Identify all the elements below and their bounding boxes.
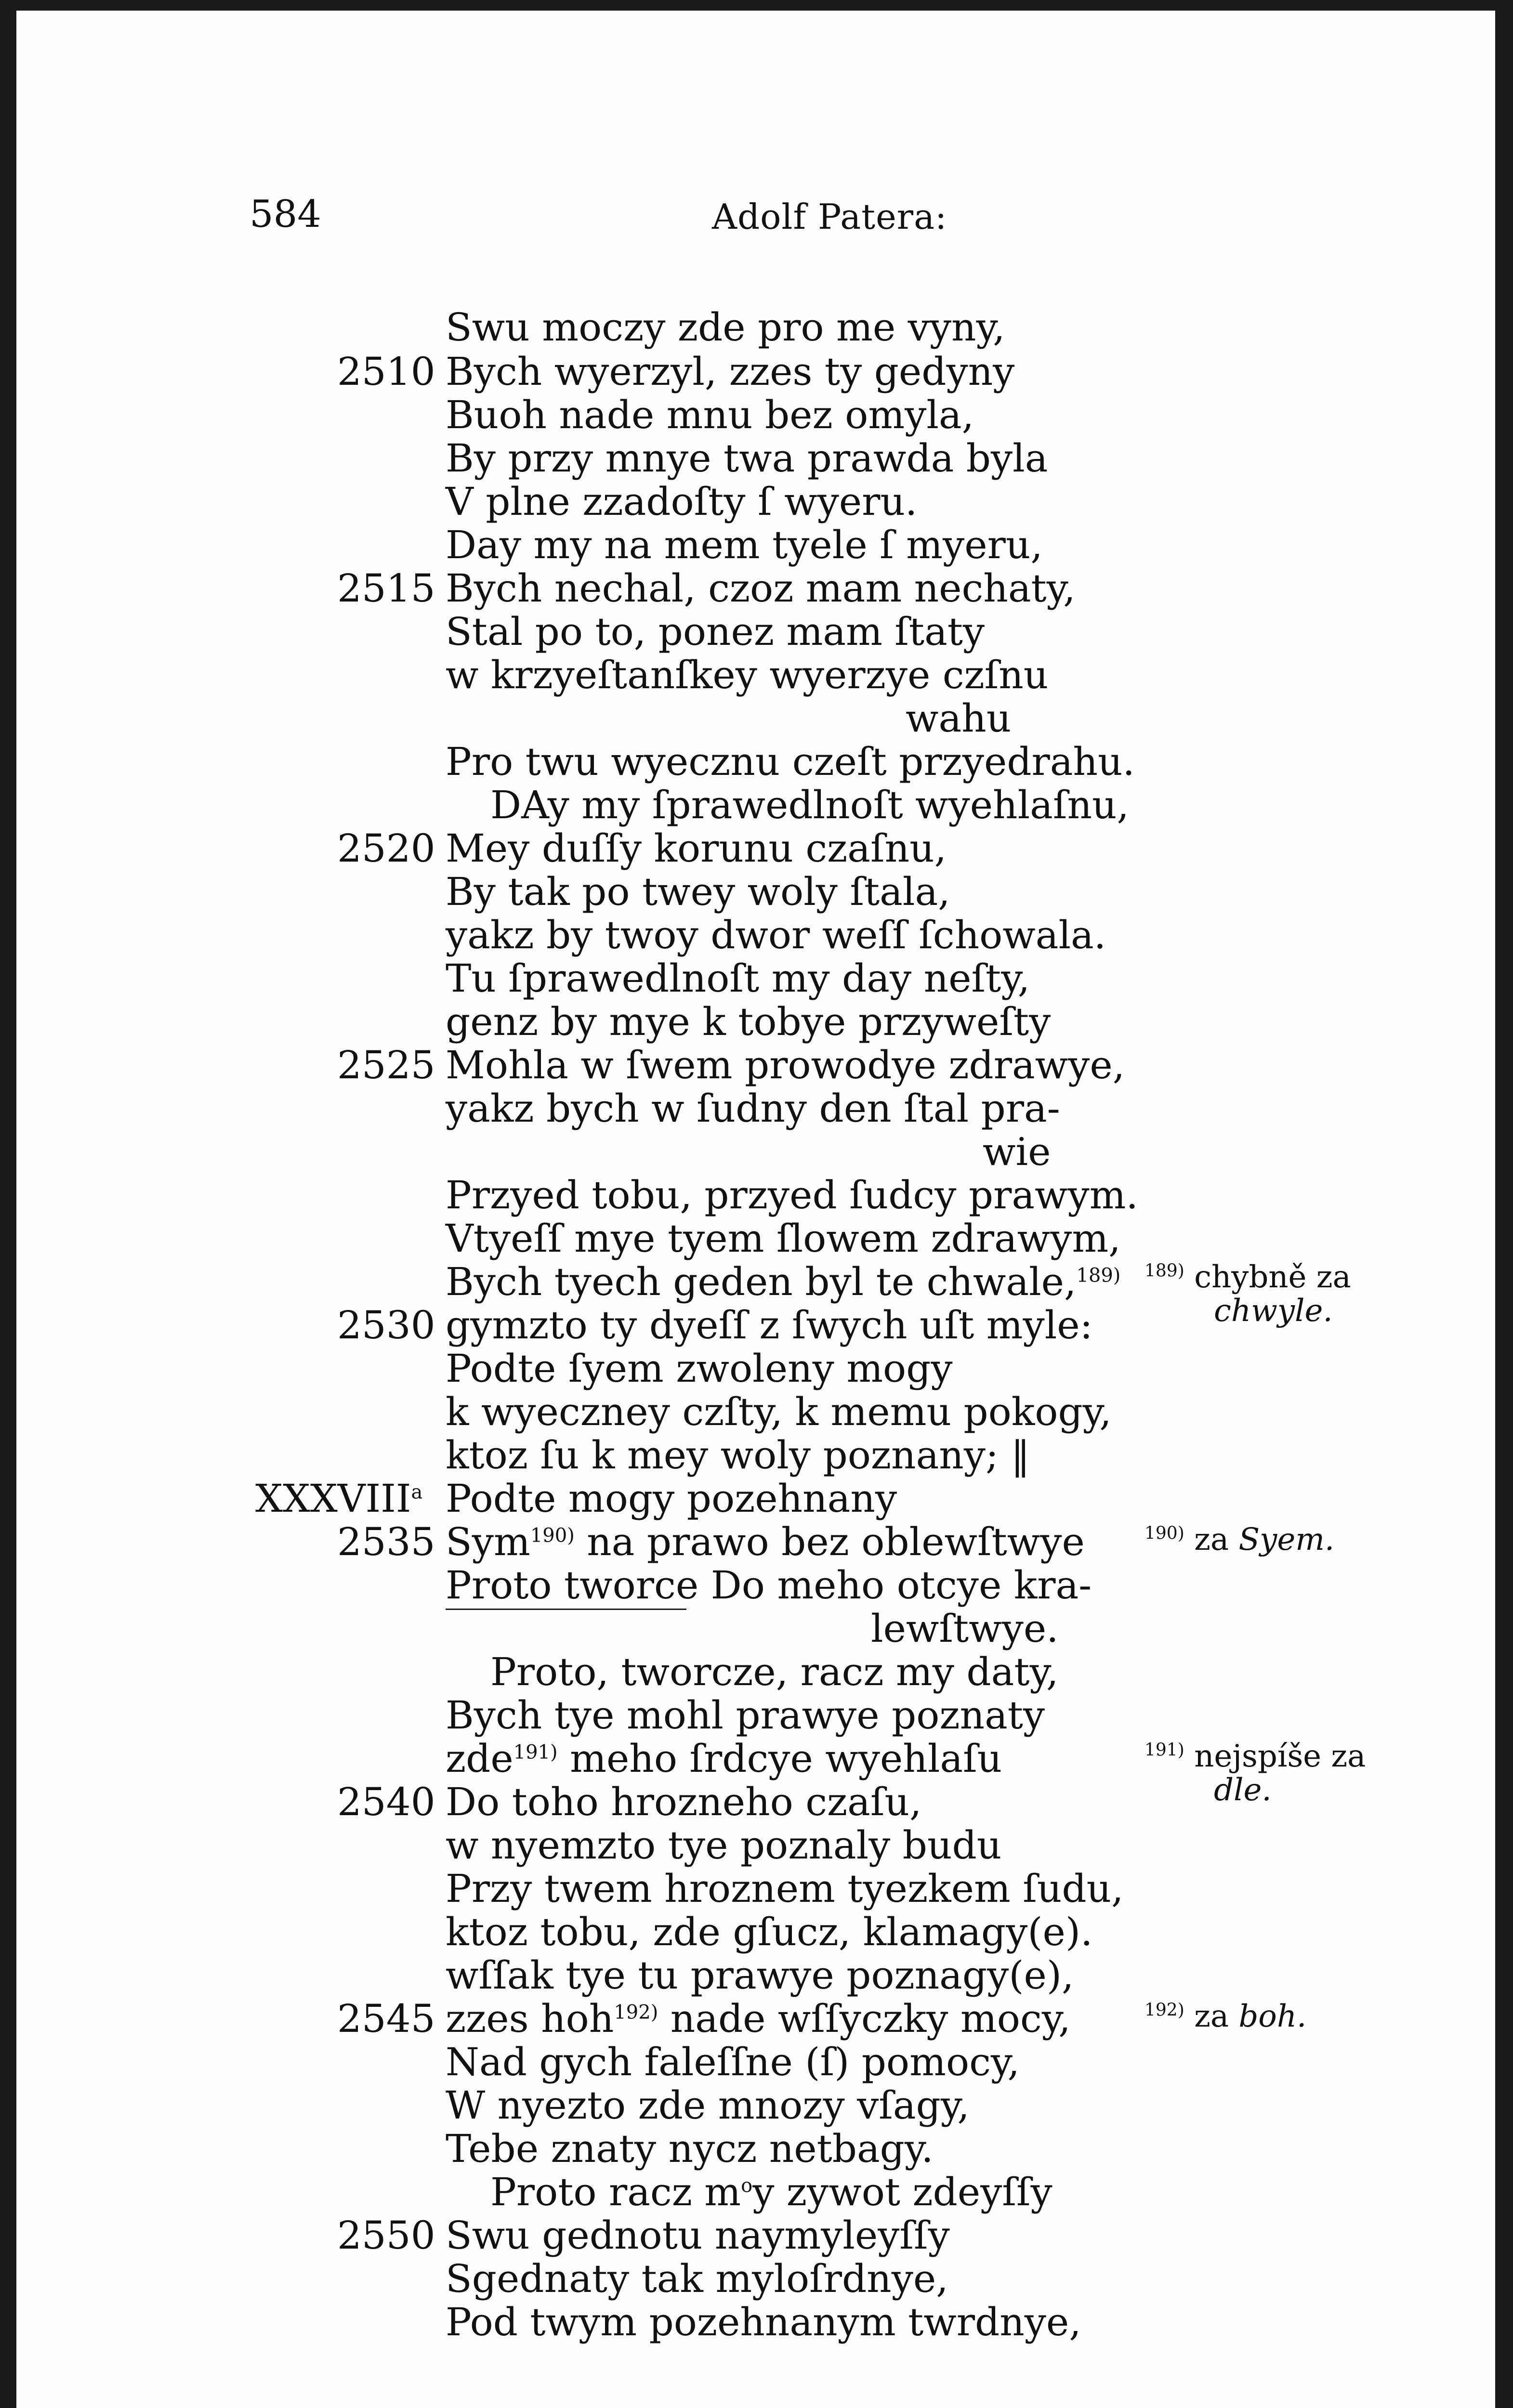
verse-line: [446, 1996, 1071, 2041]
verse-line: ktoz tobu, zde gſucz, klamagy(e).: [446, 1910, 1093, 1954]
underline-rule: [446, 1609, 686, 1610]
scan-border-right: [1495, 0, 1513, 2408]
verse-text: Proto racz m: [490, 2170, 741, 2214]
line-number: 2540: [337, 1780, 435, 1824]
verse-line: Mey duſſy korunu czaſnu,: [446, 826, 947, 871]
footnote-term: dle.: [1214, 1772, 1272, 1808]
verse-line-continuation: wie: [983, 1129, 1051, 1174]
verse-line: Vtyeſſ mye tyem ſlowem zdrawym,: [446, 1216, 1121, 1261]
verse-line: DAy my ſprawedlnoſt wyehlaſnu,: [490, 783, 1129, 827]
verse-line: [446, 1519, 1085, 1564]
line-number: 2535: [337, 1519, 435, 1564]
verse-line: Buoh nade mnu bez omyla,: [446, 393, 974, 437]
footnote: [1145, 2001, 1306, 2032]
footnote-term: chwyle.: [1214, 1293, 1333, 1329]
verse-line: Swu gednotu naymyleyſſy: [446, 2213, 950, 2258]
line-number: 2530: [337, 1303, 435, 1348]
page-number: 584: [250, 193, 321, 236]
verse-line-continuation: lewſtwye.: [871, 1606, 1059, 1651]
line-number: 2550: [337, 2213, 435, 2258]
footnote-mark: 189): [1145, 1261, 1184, 1281]
footnote: [1145, 1259, 1351, 1295]
section-suffix: a: [411, 1481, 423, 1504]
verse-line: By tak po twey woly ſtala,: [446, 869, 950, 914]
line-number: 2520: [337, 826, 435, 871]
verse-line: k wyeczney czſty, k memu pokogy,: [446, 1389, 1112, 1434]
verse-line: Pro twu wyecznu czeſt przyedrahu.: [446, 739, 1135, 784]
footnote-term: boh.: [1238, 1999, 1307, 2034]
verse-line: ktoz ſu k mey woly poznany; ‖: [446, 1433, 1030, 1478]
line-number: 2510: [337, 349, 435, 394]
verse-text: zde: [446, 1736, 513, 1781]
footnote-mark: 191): [1145, 1740, 1184, 1760]
verse-line: genz by mye k tobye przyweſty: [446, 999, 1051, 1044]
verse-line: Pod twym pozehnanym twrdnye,: [446, 2300, 1081, 2344]
verse-line: gymzto ty dyeſſ z ſwych uſt myle:: [446, 1303, 1093, 1348]
verse-line: Proto tworce Do meho otcye kra-: [446, 1563, 1092, 1608]
verse-line: Tu ſprawedlnoſt my day neſty,: [446, 956, 1030, 1001]
verse-line: Bych nechal, czoz mam nechaty,: [446, 566, 1076, 611]
verse-line: Stal po to, ponez mam ſtaty: [446, 609, 985, 654]
footnote-ref: 190): [530, 1524, 575, 1547]
footnote-mark: 190): [1145, 1523, 1184, 1544]
running-head: Adolf Patera:: [712, 196, 947, 237]
verse-line: Day my na mem tyele ſ myeru,: [446, 523, 1043, 567]
verse-line: Bych tye mohl prawye poznaty: [446, 1693, 1045, 1738]
verse-line: By przy mnye twa prawda byla: [446, 436, 1048, 481]
verse-line: Podte ſyem zwoleny mogy: [446, 1346, 953, 1391]
scan-border-left: [0, 0, 16, 2408]
footnote: [1145, 1741, 1366, 1772]
verse-text: y zywot zdeyſſy: [752, 2170, 1053, 2214]
footnote-text: nejspíše za: [1194, 1739, 1366, 1774]
line-number: 2525: [337, 1043, 435, 1087]
verse-text: Sym: [446, 1519, 530, 1564]
verse-line: Podte mogy pozehnany: [446, 1476, 897, 1521]
footnote-term: Syem.: [1238, 1522, 1335, 1557]
verse-line: [446, 1259, 1121, 1304]
line-number: 2545: [337, 1996, 435, 2041]
verse-line: Przyed tobu, przyed ſudcy prawym.: [446, 1173, 1138, 1217]
verse-text: na prawo bez oblewſtwye: [574, 1519, 1085, 1564]
footnote-text: za: [1194, 1522, 1229, 1557]
verse-line: wſſak tye tu prawye poznagy(e),: [446, 1953, 1074, 1998]
footnote-ref: 192): [614, 2001, 658, 2024]
footnote-text: chybně za: [1194, 1259, 1351, 1295]
section-marker: [255, 1476, 423, 1521]
verse-line: Mohla w ſwem prowodye zdrawye,: [446, 1043, 1125, 1087]
footnote-mark: 192): [1145, 2000, 1184, 2020]
abbreviation-mark: o: [741, 2174, 753, 2197]
verse-line: w nyemzto tye poznaly budu: [446, 1823, 1002, 1868]
verse-line: Swu moczy zde pro me vyny,: [446, 305, 1005, 350]
verse-line: yakz bych w ſudny den ſtal pra-: [446, 1086, 1060, 1131]
verse-line: V plne zzadoſty ſ wyeru.: [446, 479, 918, 524]
verse-text: zzes hoh: [446, 1996, 614, 2041]
scan-border-top: [0, 0, 1513, 11]
footnote: [1145, 1524, 1334, 1555]
verse-line: Przy twem hroznem tyezkem ſudu,: [446, 1866, 1124, 1911]
verse-text: nade wſſyczky mocy,: [658, 1996, 1071, 2041]
section-label: XXXVIII: [255, 1476, 411, 1521]
verse-line: Do toho hrozneho czaſu,: [446, 1780, 922, 1824]
verse-line: Tebe znaty nycz netbagy.: [446, 2126, 934, 2171]
verse-line: Sgednaty tak myloſrdnye,: [446, 2256, 948, 2301]
verse-line: yakz by twoy dwor weſſ ſchowala.: [446, 913, 1106, 957]
footnote-ref: 189): [1076, 1264, 1121, 1287]
line-number: 2515: [337, 566, 435, 611]
footnote-ref: 191): [513, 1741, 558, 1764]
verse-line: W nyezto zde mnozy vſagy,: [446, 2083, 970, 2128]
verse-line: [490, 2170, 1053, 2214]
verse-text: meho ſrdcye wyehlaſu: [557, 1736, 1002, 1781]
verse-line: [446, 1736, 1002, 1781]
verse-text: Bych tyech geden byl te chwale,: [446, 1259, 1077, 1304]
verse-line: Bych wyerzyl, zzes ty gedyny: [446, 349, 1015, 394]
verse-line: w krzyeſtanſkey wyerzye czſnu: [446, 653, 1049, 697]
footnote-text: za: [1194, 1999, 1229, 2034]
verse-line-continuation: wahu: [906, 696, 1012, 741]
verse-line: Nad gych faleſſne (ſ) pomocy,: [446, 2040, 1020, 2084]
verse-line: Proto, tworcze, racz my daty,: [490, 1649, 1059, 1694]
